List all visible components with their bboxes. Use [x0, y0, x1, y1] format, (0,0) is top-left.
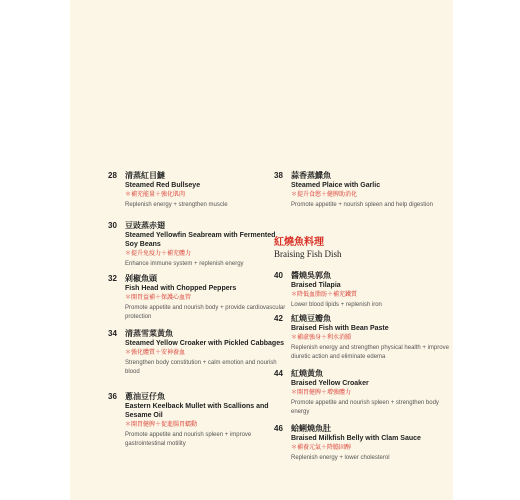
recipe-entry: [108, 273, 288, 328]
page-number: 34: [108, 329, 117, 338]
recipe-title-zh: 醬燒吳郭魚: [291, 271, 331, 280]
recipe-title-zh: 蛤蜊燒魚肚: [291, 424, 331, 433]
right-column: [274, 170, 454, 463]
recipe-title-zh: 豆豉蒸赤翅: [125, 221, 165, 230]
page-number: 36: [108, 392, 117, 401]
page-number: 42: [274, 314, 283, 323]
page-number: 38: [274, 171, 283, 180]
recipe-title-en: Steamed Yellow Croaker with Pickled Cabbages: [125, 340, 284, 347]
recipe-entry: [274, 170, 454, 236]
page-number: 46: [274, 424, 283, 433]
recipe-description: Replenish energy + strengthen muscle: [125, 202, 228, 208]
page-number: 40: [274, 271, 283, 280]
recipe-benefit: ＊補充能量＋強化肌肉: [125, 192, 186, 198]
recipe-title-en: Braised Tilapia: [291, 282, 341, 289]
section-heading: [274, 236, 454, 260]
recipe-entry: [108, 391, 288, 449]
recipe-benefit: ＊開胃健脾＋促進腸胃蠕動: [125, 422, 198, 428]
page-number: 28: [108, 171, 117, 180]
page-number: 32: [108, 274, 117, 283]
page-number: 44: [274, 369, 283, 378]
recipe-description: Replenish energy and strengthen physical health + improve diuretic action and eliminate edema: [291, 345, 449, 360]
recipe-title-zh: 剁椒魚頭: [125, 274, 157, 283]
recipe-benefit: ＊強化體質＋安神養血: [125, 350, 186, 356]
recipe-title-en: Eastern Keelback Mullet with Scallions and Sesame Oil: [125, 403, 269, 419]
recipe-benefit: ＊降低血脂肪＋補充鐵質: [291, 292, 358, 298]
recipe-entry: [108, 220, 288, 273]
recipe-description: Enhance immune system + replenish energy: [125, 261, 244, 267]
recipe-title-en: Steamed Plaice with Garlic: [291, 182, 381, 189]
recipe-title-en: Steamed Yellowfin Seabream with Fermented Soy Beans: [125, 232, 276, 248]
recipe-entry: [274, 423, 454, 463]
section-title-zh: 紅燒魚料理: [274, 237, 324, 248]
recipe-title-en: Braised Milkfish Belly with Clam Sauce: [291, 435, 421, 442]
recipe-title-zh: 清蒸紅目鰱: [125, 171, 165, 180]
recipe-description: Promote appetite and nourish spleen + strengthen body energy: [291, 400, 439, 415]
recipe-benefit: ＊開胃益補＋保護心血管: [125, 295, 192, 301]
recipe-title-en: Braised Yellow Croaker: [291, 380, 369, 387]
left-column: [108, 170, 288, 449]
recipe-entry: [274, 270, 454, 313]
recipe-benefit: ＊提升食慾＋健脾助消化: [291, 192, 358, 198]
recipe-benefit: ＊補養元氣＋降膽固醇: [291, 445, 352, 451]
recipe-title-zh: 蒜香蒸鰈魚: [291, 171, 331, 180]
recipe-title-en: Fish Head with Chopped Peppers: [125, 285, 237, 292]
section-title-en: Braising Fish Dish: [274, 249, 342, 259]
recipe-title-en: Braised Fish with Bean Paste: [291, 325, 389, 332]
recipe-benefit: ＊開胃健脾＋增強體力: [291, 390, 352, 396]
recipe-title-zh: 蔥油豆仔魚: [125, 392, 165, 401]
recipe-title-zh: 紅燒豆瓣魚: [291, 314, 331, 323]
recipe-description: Promote appetite + nourish spleen and help digestion: [291, 202, 433, 208]
recipe-title-zh: 紅燒黃魚: [291, 369, 323, 378]
recipe-benefit: ＊補虛強身＋利水消腫: [291, 335, 352, 341]
recipe-entry: [108, 328, 288, 391]
recipe-description: Replenish energy + lower cholesterol: [291, 455, 390, 461]
recipe-entry: [274, 313, 454, 368]
recipe-benefit: ＊提升免疫力＋補充體力: [125, 251, 192, 257]
recipe-entry: [274, 368, 454, 423]
recipe-description: Promote appetite and nourish body + provide cardiovascular protection: [125, 305, 286, 320]
recipe-description: Lower blood lipids + replenish iron: [291, 302, 382, 308]
recipe-title-en: Steamed Red Bullseye: [125, 182, 201, 189]
recipe-description: Promote appetite and nourish spleen + improve gastrointestinal motility: [125, 432, 252, 447]
recipe-entry: [108, 170, 288, 220]
recipe-description: Strengthen body constitution + calm emotion and nourish blood: [125, 360, 277, 375]
recipe-title-zh: 清蒸雪菜黃魚: [125, 329, 173, 338]
page-number: 30: [108, 221, 117, 230]
